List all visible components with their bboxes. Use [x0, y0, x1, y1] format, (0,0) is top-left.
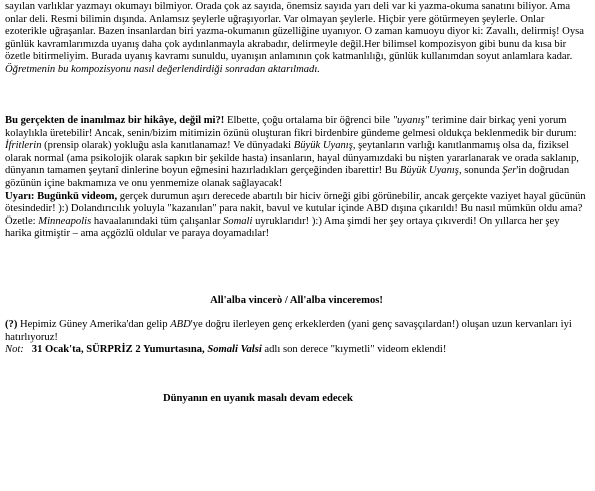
footnote-paragraph: (?) Hepimiz Güney Amerika'dan gelip ABD'ye doğru ilerleyen genç erkeklerden (yani genç savaşçılardan!) oluşan uzun kervanları iyi hatırlıyoruz!	[5, 319, 572, 343]
story-section	[5, 115, 588, 241]
story-paragraph: Bu gerçekten de inanılmaz bir hikâye, değil mi?! Elbette, çoğu ortalama bir öğrenci bile "uyanış" terimine dair birkaç yeni yorum kolaylıkla üretebilir! Ancak, senin/bizim mitimizin özünü oluşturan fikri birdenbire gündeme gelmesi oldukça beklenmedik bir durum: İfritlerin (prensip olarak) yokluğu asla kanıtlanamaz! Ve dünyadaki Büyük Uyanış, şeytanların varlığı kanıtlanmamış olsa da, fiziksel olarak normal (ama psikolojik olarak sapkın bir şekilde hasta) insanların, hayal dünyamızdaki bu nişten yararlanarak ve orada saklanıp, dünyanın tamamen şeytanî dinlerine boyun eğmesini hazırladıkları gerçeğinden ibarettir! Bu Büyük Uyanış, sonunda Şer'in doğrudan gözünün içine bakmamıza ve onu yenmemize olanak sağlayacak!	[5, 115, 579, 189]
footnote-mark: (?)	[5, 319, 18, 330]
closing-line: Dünyanın en uyanık masalı devam edecek	[163, 393, 353, 404]
footnote-section	[5, 319, 588, 357]
intro-section	[5, 1, 588, 77]
warning-label: Uyarı: Bugünkü videom,	[5, 190, 118, 202]
note-label: Not:	[5, 344, 24, 356]
slogan-section	[5, 295, 588, 308]
intro-paragraph: sayılan varlıklar yazmayı okumayı bilmiyor. Orada çok az sayıda, önemsiz sayıda yarı deli var ki yazma-okuma sanatını biliyor. Ama onlar deli. Resmi bilimin dışında. Anlamsız şeylerle uğraşıyorlar. Var olmayan şeylerle. Hiçbir yere götürmeyen şeylerle. Onlar ezoterikle uğraşanlar. Bazen insanlardan biri yazma-okumanın güzelliğine uyanıyor. O zaman kamuoyu diyor ki: Zavallı, delirmiş! Oysa günlük kavramlarımızda uyanış daha çok aydınlanmayla akrabadır, delirmeyle değil.Her bilimsel kompozisyon gibi bunu da kısa bir özetle bitirmeliyim. Burada uyanış kavramı sunuldu, uyanışın anlamının çok katmanlılığı, günlük kullanımdan soyut anlamlara kadar.	[5, 1, 584, 63]
somali-valsi-link: Somali Valsi	[207, 344, 262, 356]
video-note: Not: 31 Ocak'ta, SÜRPRİZ 2 Yumurtasına, Somali Valsi adlı son derece "kıymetli" videom eklendi!	[5, 344, 447, 356]
closing-section	[163, 393, 463, 406]
teacher-note: Öğretmenin bu kompozisyonu nasıl değerlendirdiği sonradan aktarılmadı.	[5, 63, 320, 75]
slogan: All'alba vincerò / All'alba vinceremos!	[210, 295, 383, 306]
warning-paragraph: Uyarı: Bugünkü videom, gerçek durumun aşırı derecede abartılı bir hiciv örneği gibi görünebilir, ancak gerçekte vaziyet hayal gücünün ötesindedir! ):) Dolandırıcılık yoluyla "kazanılan" para nakit, bavul ve kutular içinde ABD dışına çıkarıldı! Bu nasıl mümkün oldu ama? Özetle: Minneapolis havaalanındaki tüm çalışanlar Somali uyruklarıdır! ):) Ama şimdi her şey ortaya çıkıverdi! On yıllarca her şey harika gitmiştir – ama açgözlü oldular ve paraya doyamadılar!	[5, 190, 586, 240]
story-heading: Bu gerçekten de inanılmaz bir hikâye, değil mi?!	[5, 115, 225, 126]
